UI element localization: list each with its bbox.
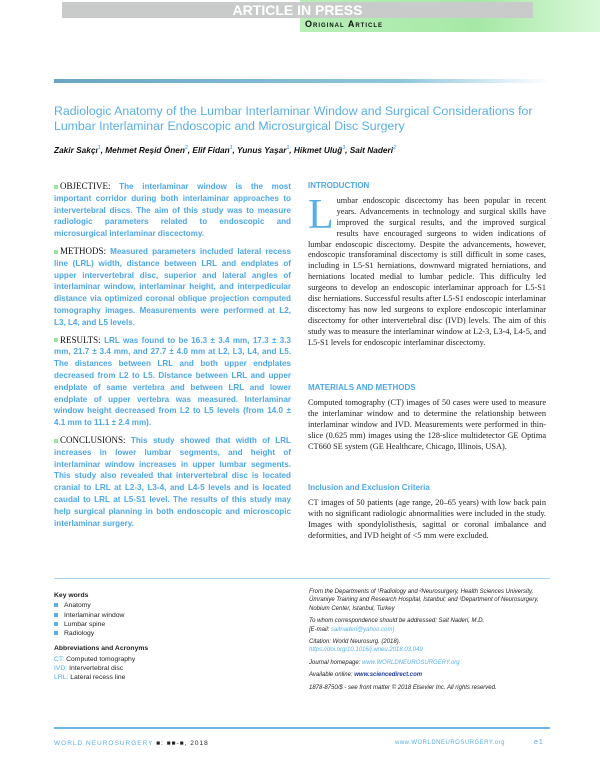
abstract-text: The interlaminar window is the most important corridor during both interlaminar approaches to intervertebral discs. The aim of this study was to measure radiologic parameters related to endoscopic and microsurgical interlaminar discectomy. <box>54 182 291 239</box>
methods-text: Computed tomography (CT) images of 50 cases were used to measure the interlaminar window and to determine the relationship between interlaminar window and IVD. Measurements were performed in thin-slice (0.625 mm) images using the 128-slice multidetector GE Optima CT660 SE system (GE Healthcare, Chicago, Illinois, USA). <box>308 397 546 451</box>
methods-section <box>308 383 546 452</box>
keyword-item <box>54 601 294 610</box>
methods-heading: MATERIALS AND METHODS <box>308 383 416 392</box>
abstract-label: CONCLUSIONS: <box>60 434 126 445</box>
section-divider <box>54 578 550 579</box>
header-rule <box>54 79 550 83</box>
bullet-icon <box>54 631 58 635</box>
bullet-icon <box>54 622 58 626</box>
author-affiliation: 2 <box>393 145 396 152</box>
abstract-paragraph <box>54 246 291 329</box>
abstract-label: METHODS: <box>60 245 107 256</box>
bullet-icon <box>54 613 58 617</box>
author: Hikmet Uluğ <box>293 145 343 155</box>
homepage-label: Journal homepage: <box>309 659 361 666</box>
bullet-icon <box>54 439 58 443</box>
footer-url[interactable]: www.WORLDNEUROSURGERY.org <box>395 740 505 746</box>
keyword-item <box>54 620 294 629</box>
footer-rule <box>54 727 550 729</box>
abbreviation-meaning: Computed tomography <box>66 655 136 663</box>
author-affiliation: 1 <box>229 145 233 152</box>
inclusion-heading: Inclusion and Exclusion Criteria <box>308 483 430 492</box>
drop-cap: L <box>308 191 334 238</box>
abbreviation: LRL: <box>54 674 69 682</box>
inclusion-text: CT images of 50 patients (age range, 20–65 years) with low back pain with no significant radiologic abnormalities were included in the study. Images with spondylolisthesis, sagittal or coronal imbalance and deformities, and IVD height of <5 mm were excluded. <box>308 497 546 540</box>
author-affiliation: 1 <box>97 145 101 152</box>
author: Elif Fidan <box>192 145 230 155</box>
abbreviation-meaning: Lateral recess line <box>70 674 126 682</box>
citation: Citation: World Neurosurg. (2018). <box>309 639 401 646</box>
affiliation-box <box>309 588 549 696</box>
abbreviations-heading: Abbreviations and Acronyms <box>54 645 149 653</box>
bullet-icon <box>54 603 58 607</box>
keyword-item <box>54 611 294 620</box>
homepage-link[interactable]: www.WORLDNEUROSURGERY.org <box>362 659 460 666</box>
author-affiliation: 2 <box>185 145 188 152</box>
correspondence: To whom correspondence should be addressed: Sait Naderi, M.D. <box>309 618 485 625</box>
abstract-paragraph <box>54 335 291 429</box>
abstract <box>54 181 291 535</box>
introduction-heading: INTRODUCTION <box>308 181 370 190</box>
abbreviation: CT: <box>54 655 65 663</box>
page-number: e1 <box>534 739 544 746</box>
affiliations: From the Departments of ¹Radiology and ²Neurosurgery, Health Sciences University, Ümraniye Training and Research Hospital, Istanbul; and ³Department of Neurosurgery, Nobium Center, Istanbul, Turkey <box>309 589 539 612</box>
sciencedirect-link[interactable]: www.sciencedirect.com <box>354 672 423 679</box>
abstract-label: RESULTS: <box>60 334 101 345</box>
abstract-text: This study showed that width of LRL increases in lower lumbar segments, and height of interlaminar window increases in upper lumbar segments. This study also revealed that intervertebral disc is located cranial to LRL at L2-3, L3-4, and L4-5 levels and is located caudal to LRL at L5-S1 level. The results of this study may help surgical planning in both endoscopic and microscopic interlaminar surgery. <box>54 435 292 528</box>
author: Sait Naderi <box>349 145 394 155</box>
abbreviation-item <box>54 655 294 664</box>
abbreviation-item <box>54 673 294 682</box>
author-affiliation: 1 <box>286 145 290 152</box>
author: Mehmet Reşid Önen <box>105 145 185 155</box>
abstract-paragraph <box>54 181 291 240</box>
article-title: Radiologic Anatomy of the Lumbar Interlaminar Window and Surgical Considerations for Lumbar Interlaminar Endoscopic and Microsurgical Disc Surgery <box>54 104 533 133</box>
abstract-text: LRL was found to be 16.3 ± 3.4 mm, 17.3 ± 3.3 mm, 21.7 ± 3.4 mm, and 27.7 ± 4.0 mm at L2, L3, L4, and L5. The distances between LRL and both upper endplates decreased from L2 to L5. Distance between LRL and upper endplate of same vertebra and between LRL and lower endplate of upper vertebra was measured. Interlaminar window height decreased from L2 to L5 levels (from 14.0 ± 4.1 mm to 11.1 ± 2.4 mm). <box>54 335 292 428</box>
author-affiliation: 3 <box>342 145 346 152</box>
introduction-text: umbar endoscopic discectomy has been popular in recent years. Advancements in technology and surgical skills have improved the surgical results, and the improved surgical results have encouraged surgeons to widen indications of lumbar endoscopic discectomy. Despite the advancements, however, endoscopic transforaminal discectomy is still difficult in some cases, including in L5-S1 herniations, downward migrated herniations, and herniations located medial to lumbar pedicle. This difficulty led surgeons to develop an endoscopic interlaminar approach for L5-S1 disc herniations. Successful results after L5-S1 endoscopic interlaminar discectomy has now led surgeons to explore endoscopic interlaminar discectomy for other intervertebral disc (IVD) levels. The aim of this study was to measure the interlaminar window at L2-3, L3-4, L4-5, and L5-S1 levels for endoscopic interlaminar discectomy. <box>308 195 546 347</box>
keyword: Radiology <box>64 630 95 638</box>
bullet-icon <box>54 338 58 342</box>
journal-name: WORLD NEUROSURGERY <box>54 740 154 747</box>
author: Zakir Sakçı <box>54 145 98 155</box>
copyright: 1878-8750/$ - see front matter © 2018 Elsevier Inc. All rights reserved. <box>309 684 497 691</box>
keyword: Interlaminar window <box>64 611 125 619</box>
abstract-text: Measured parameters included lateral recess line (LRL) width, distance between LRL and endplates of upper intervertebral disc, superior and lateral angles of interlaminar window, interlaminar height, and interpedicular distance via optimized coronal oblique projection computed tomography images. Measurements were performed at L2, L3, L4, and L5 levels. <box>54 246 291 327</box>
keywords-box <box>54 591 294 683</box>
footer-journal <box>54 740 209 747</box>
keyword-item <box>54 629 294 638</box>
bullet-icon <box>54 185 58 189</box>
bullet-icon <box>54 250 58 254</box>
doi-link[interactable]: https://doi.org/10.1016/j.wneu.2018.03.049 <box>309 647 423 654</box>
abstract-label: OBJECTIVE: <box>60 181 111 191</box>
available-label: Available online: <box>309 672 353 679</box>
email-label: [E-mail: <box>309 626 330 633</box>
inclusion-section <box>308 483 546 542</box>
abbreviation: IVD: <box>54 665 68 673</box>
issue-info: ■: ■■-■, 2018 <box>156 740 209 747</box>
abstract-paragraph <box>54 435 291 529</box>
keyword: Lumbar spine <box>64 620 106 628</box>
author: Yunus Yaşar <box>237 145 287 155</box>
abbreviation-meaning: Intervertebral disc <box>69 665 124 673</box>
keywords-heading: Key words <box>54 592 89 599</box>
abbreviation-item <box>54 664 294 673</box>
section-label: Original Article <box>305 19 383 29</box>
keyword: Anatomy <box>64 602 91 610</box>
introduction-section <box>308 181 546 349</box>
article-in-press-banner: ARTICLE IN PRESS <box>62 2 533 18</box>
author-list: Zakir Sakçı$^1$, Mehmet Reşid Önen$^2$, Elif Fidan$^1$, Yunus Yaşar$^1$, Hikmet Uluğ$^3$, Sait Naderi$^2$ <box>54 145 396 155</box>
email-link[interactable]: saitnaderi@yahoo.com] <box>331 626 395 633</box>
